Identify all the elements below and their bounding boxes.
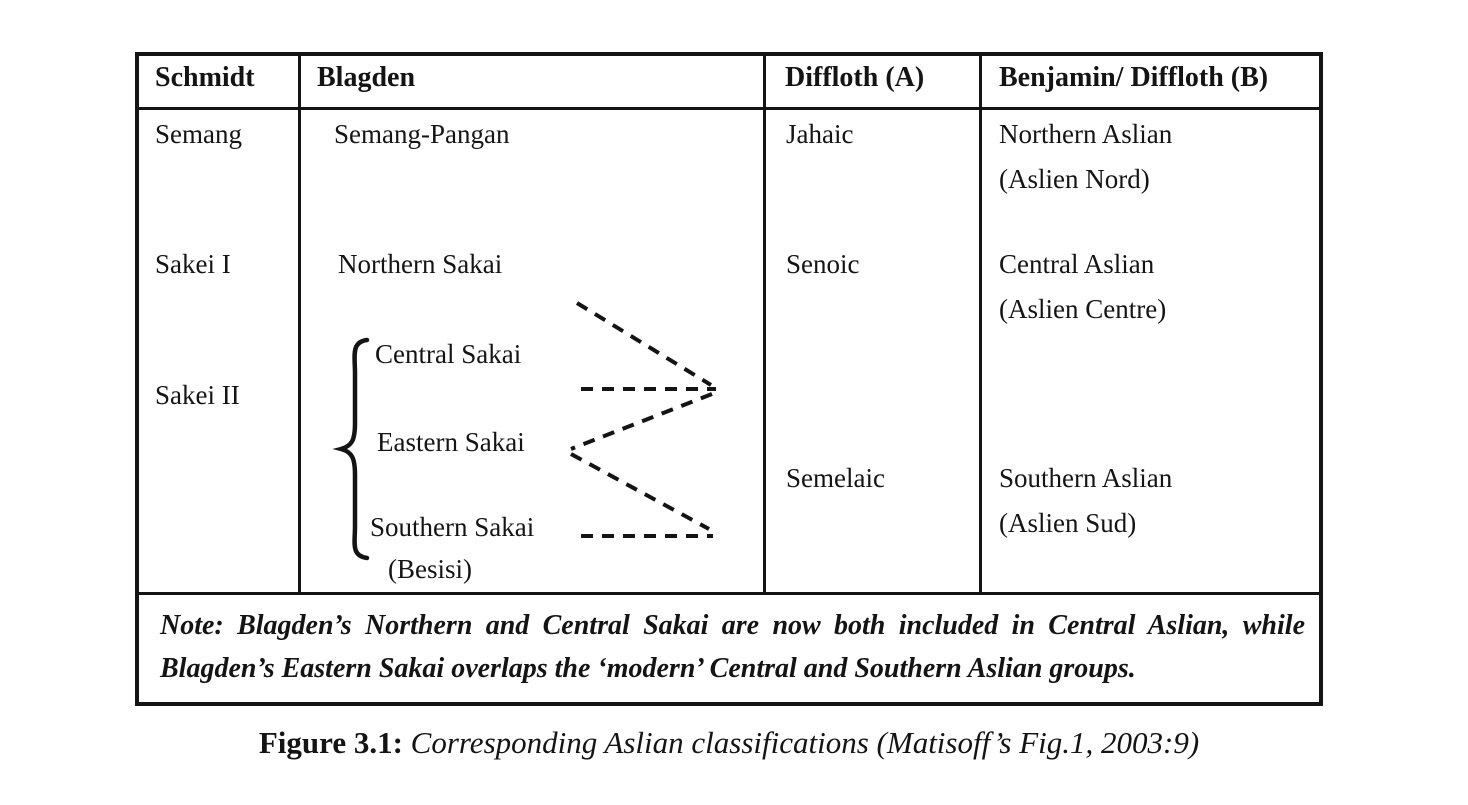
cell-jahaic: Jahaic — [786, 119, 854, 149]
note-line-2: Blagden’s Eastern Sakai overlaps the ‘modern’ Central and Southern Aslian groups. — [160, 653, 1136, 684]
cell-semang-pangan: Semang-Pangan — [334, 119, 510, 149]
column-divider-1 — [298, 54, 301, 594]
column-divider-3 — [979, 54, 982, 594]
column-header-schmidt: Schmidt — [155, 62, 255, 93]
figure-caption-text: Corresponding Aslian classifications (Matisoff’s Fig.1, 2003:9) — [410, 725, 1200, 760]
cell-semelaic: Semelaic — [786, 463, 885, 493]
figure-caption-label: Figure 3.1: — [258, 725, 403, 760]
cell-eastern-sakai: Eastern Sakai — [377, 427, 525, 457]
cell-sakei-1: Sakei I — [155, 249, 231, 279]
cell-senoic: Senoic — [786, 249, 860, 279]
column-header-benjamin-diffloth-b: Benjamin/ Diffloth (B) — [999, 62, 1269, 93]
cell-aslien-sud: (Aslien Sud) — [999, 508, 1137, 538]
note-separator-line — [137, 592, 1321, 595]
cell-northern-sakai: Northern Sakai — [338, 249, 503, 279]
cell-northern-aslian: Northern Aslian — [999, 119, 1173, 149]
cell-southern-aslian: Southern Aslian — [999, 463, 1173, 493]
cell-sakei-2: Sakei II — [155, 380, 240, 410]
note-line-1: Note: Blagden’s Northern and Central Sakai are now both included in Central Aslian, while — [160, 610, 1305, 641]
cell-aslien-centre: (Aslien Centre) — [999, 294, 1167, 324]
figure-caption — [135, 724, 1323, 761]
cell-semang: Semang — [155, 119, 242, 149]
header-separator-line — [137, 107, 1321, 110]
column-divider-2 — [763, 54, 766, 594]
cell-southern-sakai: Southern Sakai — [370, 512, 535, 542]
note-row — [160, 604, 1305, 690]
column-header-diffloth-a: Diffloth (A) — [785, 62, 925, 93]
cell-central-sakai: Central Sakai — [375, 339, 522, 369]
cell-besisi: (Besisi) — [388, 554, 472, 584]
cell-central-aslian: Central Aslian — [999, 249, 1155, 279]
column-header-blagden: Blagden — [317, 62, 416, 93]
cell-aslien-nord: (Aslien Nord) — [999, 164, 1150, 194]
